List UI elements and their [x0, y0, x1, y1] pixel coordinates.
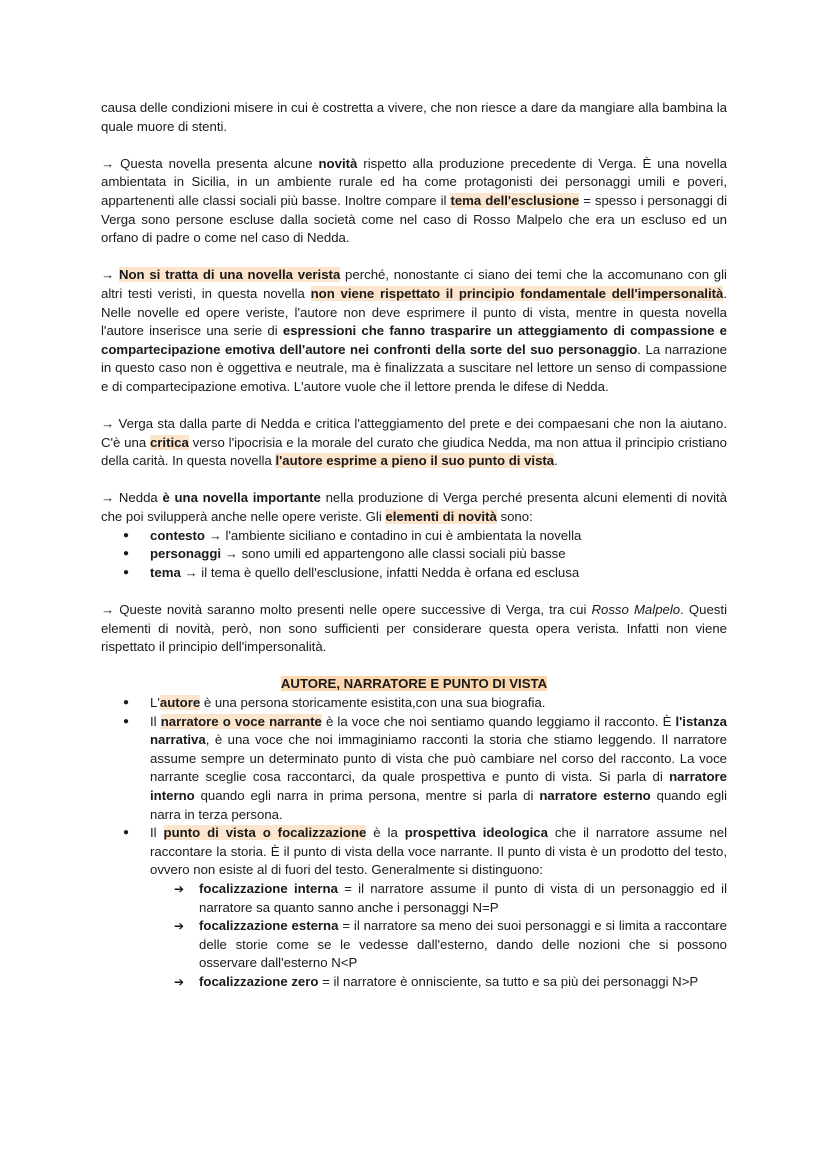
paragraph-5: → Nedda è una novella importante nella produzione di Verga perché presenta alcuni elementi di novità che poi svilupperà anche nelle opere veriste. Gli elementi di novità sono: [101, 490, 727, 525]
document-body [101, 99, 727, 992]
paragraph-2: → Questa novella presenta alcune novità rispetto alla produzione precedente di Verga. È una novella ambientata in Sicilia, in un ambiente rurale ed ha come protagonisti dei personaggi umili e poveri, appartenenti alle classi sociali più basse. Inoltre compare il tema dell'esclusione = spesso i personaggi di Verga sono persone escluse dalla società come nel caso di Rosso Malpelo che era un escluso ed un orfano di padre o come nel caso di Nedda. [101, 155, 727, 246]
paragraph-1: causa delle condizioni misere in cui è costretta a vivere, che non riesce a dare da mangiare alla bambina la quale muore di stenti. [101, 100, 727, 134]
list-item-narratore: ● Il narratore o voce narrante è la voce che noi sentiamo quando leggiamo il racconto. È l'istanza narrativa, è una voce che noi immaginiamo racconti la storia che stiamo leggendo. Il narratore assume sempre un determinato punto di vista che può cambiare nel corso del racconto. La voce narrante sceglie cosa raccontarci, da quale prospettiva e punto di vista. Si parla di narratore interno quando egli narra in prima persona, mentre si parla di narratore esterno quando egli narra in terza persona. [123, 713, 727, 825]
list-item-punto-di-vista: ● Il punto di vista o focalizzazione è la prospettiva ideologica che il narratore assume nel raccontare la storia. È il punto di vista della voce narrante. Il punto di vista è un prodotto del testo, ovvero non esiste al di fuori del testo. Generalmente si distinguono: ➔ focalizzazione interna = il narratore assume il punto di vista di un personaggio ed il narratore sa quanto sanno anche i personaggi N=P ➔ focalizzazione esterna = il narratore sa meno dei suoi personaggi e si limita a raccontare delle storie come se le vedesse dall'esterno, dando delle nozioni che si possono osservare dall'esterno N<P ➔ focalizzazione zero = il narratore è onnisciente, sa tutto e sa più dei personaggi N>P [123, 824, 727, 991]
paragraph-6: → Queste novità saranno molto presenti nelle opere successive di Verga, tra cui Rosso Malpelo. Questi elementi di novità, però, non sono sufficienti per considerare questa opera verista. Infatti non viene rispettato il principio dell'impersonalità. [101, 602, 727, 655]
list-item: ➔ focalizzazione interna = il narratore assume il punto di vista di un personaggio ed il narratore sa quanto sanno anche i personaggi N=P [174, 880, 727, 917]
list-item: ● contesto → l'ambiente siciliano e contadino in cui è ambientata la novella [123, 527, 727, 546]
novelty-list [101, 527, 727, 583]
highlight-punto-di-vista: l'autore esprime a pieno il suo punto di vista [275, 453, 555, 469]
highlight-impersonalita: non viene rispettato il principio fondamentale dell'impersonalità [310, 285, 724, 301]
focalization-list [150, 880, 727, 992]
highlight-tema-esclusione: tema dell'esclusione [450, 192, 580, 208]
highlight-non-verista: Non si tratta di una novella verista [118, 267, 341, 283]
definitions-list [101, 694, 727, 992]
section-title: AUTORE, NARRATORE E PUNTO DI VISTA [280, 676, 548, 692]
paragraph-4: → Verga sta dalla parte di Nedda e critica l'atteggiamento del prete e dei compaesani che non la aiutano. C'è una critica verso l'ipocrisia e la morale del curato che giudica Nedda, ma non attua il principio cristiano della carità. In questa novella l'autore esprime a pieno il suo punto di vista. [101, 416, 727, 469]
paragraph-3: → Non si tratta di una novella verista perché, nonostante ci siano dei temi che la accomunano con gli altri testi veristi, in questa novella non viene rispettato il principio fondamentale dell'impersonalità. Nelle novelle ed opere veriste, l'autore non deve esprimere il punto di vista, mentre in questa novella l'autore inserisce una serie di espressioni che fanno trasparire un atteggiamento di compassione e compartecipazione emotiva dell'autore nei confronti della sorte del suo personaggio. La narrazione in questo caso non è oggettiva e neutrale, ma è finalizzata a suscitare nel lettore un senso di compassione e di compartecipazione emotiva. L'autore vuole che il lettore prenda le difese di Nedda. [101, 267, 728, 394]
list-item: ● personaggi → sono umili ed appartengono alle classi sociali più basse [123, 545, 727, 564]
list-item: ● tema → il tema è quello dell'esclusione, infatti Nedda è orfana ed esclusa [123, 564, 727, 583]
list-item: ➔ focalizzazione zero = il narratore è onnisciente, sa tutto e sa più dei personaggi N>P [174, 973, 727, 992]
highlight-elementi-novita: elementi di novità [385, 509, 497, 525]
list-item-autore: ● L'autore è una persona storicamente esistita,con una sua biografia. [123, 694, 727, 713]
list-item: ➔ focalizzazione esterna = il narratore sa meno dei suoi personaggi e si limita a raccontare delle storie come se le vedesse dall'esterno, dando delle nozioni che si possono osservare dall'esterno N<P [174, 917, 727, 973]
highlight-critica: critica [149, 434, 189, 450]
